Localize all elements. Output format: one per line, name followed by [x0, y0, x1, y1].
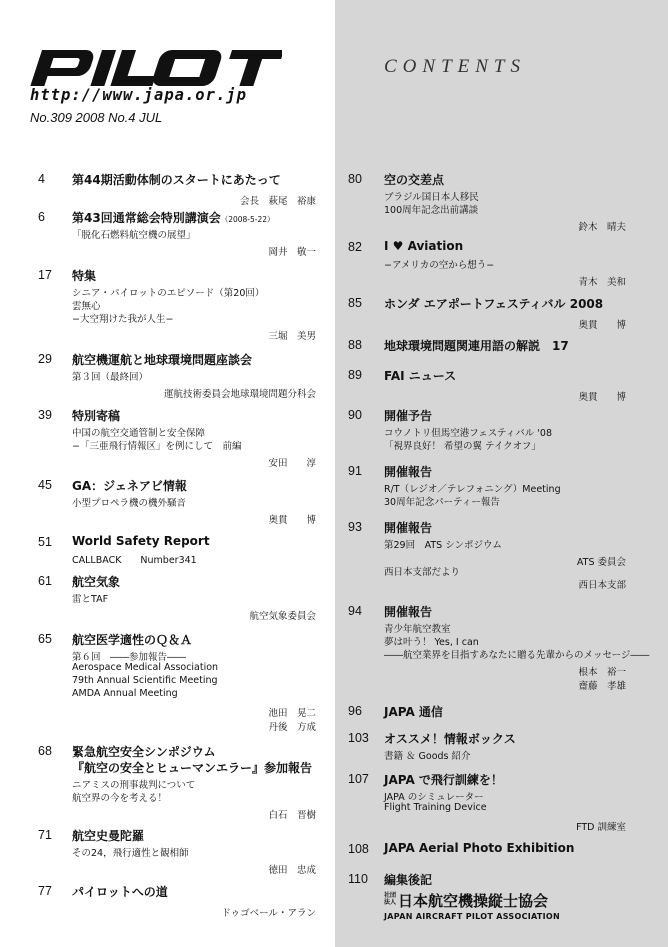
toc-page-number: 68	[38, 744, 52, 758]
toc-author: 奥貫 博	[578, 320, 626, 331]
toc-author: ドゥゴベール・アラン	[221, 908, 316, 919]
toc-title-text: JAPA で飛行訓練を！	[384, 773, 503, 787]
toc-subtitle: 第３回（最終回）	[72, 372, 149, 383]
toc-page-number: 6	[38, 210, 45, 224]
toc-subtitle: 「脱化石燃料航空機の展望」	[72, 230, 196, 241]
toc-title-text: FAI ニュース	[384, 369, 457, 383]
toc-subtitle: Aerospace Medical Association	[72, 662, 219, 673]
toc-title[interactable]	[72, 573, 120, 590]
toc-subtitle: −アメリカの空から想う−	[384, 260, 495, 271]
toc-author: 青木 美和	[578, 277, 626, 288]
toc-page-number: 65	[38, 632, 52, 646]
toc-title-text: オススメ！情報ボックス	[384, 732, 516, 746]
toc-subtitle: 青少年航空教室	[384, 624, 451, 635]
toc-author: FTD 訓練室	[576, 822, 626, 833]
toc-title-text: パイロットへの道	[72, 885, 168, 899]
toc-subtitle: AMDA Annual Meeting	[72, 688, 178, 699]
toc-title[interactable]	[72, 743, 216, 760]
toc-page-number: 103	[348, 731, 369, 745]
toc-title-text: 第44期活動体制のスタートにあたって	[72, 173, 281, 187]
toc-author: 会長 萩尾 裕康	[239, 196, 316, 207]
toc-subtitle: 西日本支部だより	[384, 567, 461, 578]
toc-title-text: 第43回通常総会特別講演会	[72, 211, 221, 225]
toc-title-text: 開催報告	[384, 465, 433, 479]
toc-author: 池田 晃二	[268, 708, 316, 719]
toc-subtitle: 第６回 ――参加報告――	[72, 652, 187, 663]
toc-title[interactable]	[384, 519, 432, 536]
toc-page-number: 17	[38, 268, 52, 282]
toc-page-number: 39	[38, 408, 52, 422]
toc-page-number: 71	[38, 828, 52, 842]
toc-author: 航空気象委員会	[249, 611, 316, 622]
toc-subtitle: JAPA のシミュレーター	[384, 792, 484, 803]
toc-title[interactable]	[384, 239, 463, 253]
toc-subtitle: −大空翔けた我が人生−	[72, 314, 174, 325]
toc-title-text: 開催報告	[384, 521, 433, 535]
toc-title[interactable]	[384, 703, 443, 720]
toc-title-text: JAPA Aerial Photo Exhibition	[384, 841, 575, 855]
toc-page-number: 89	[348, 368, 362, 382]
toc-page-number: 4	[38, 172, 45, 186]
issue-info: No.309 2008 No.4 JUL	[30, 110, 163, 125]
toc-author: 根本 裕一	[578, 667, 626, 678]
toc-title[interactable]	[384, 463, 432, 480]
toc-title[interactable]	[72, 209, 275, 226]
toc-author: 三堀 美男	[268, 331, 316, 342]
toc-author: 白石 晋樹	[268, 810, 316, 821]
toc-page-number: 91	[348, 464, 362, 478]
toc-title-text: World Safety Report	[72, 534, 210, 548]
toc-title[interactable]	[384, 841, 574, 855]
toc-title-text: 緊急航空安全シンポジウム	[72, 745, 216, 759]
toc-subtitle: 小型プロペラ機の機外騒音	[72, 498, 187, 509]
toc-title[interactable]	[72, 534, 210, 548]
toc-subtitle: 100周年記念出前講談	[384, 205, 479, 216]
toc-page-number: 93	[348, 520, 362, 534]
toc-author: 奥貫 博	[268, 515, 316, 526]
toc-title-text: 開催予告	[384, 409, 433, 423]
toc-title-text: 特別寄稿	[72, 409, 121, 423]
toc-subtitle: 雲無心	[72, 301, 101, 312]
toc-title[interactable]	[72, 351, 252, 368]
toc-author: 運航技術委員会地球環境問題分科会	[163, 389, 316, 400]
website-url: http://www.japa.or.jp	[30, 86, 247, 104]
toc-subtitle: 雷とTAF	[72, 594, 109, 605]
toc-title-text: 航空医学適性のＱ＆Ａ	[72, 633, 193, 647]
contents-heading: CONTENTS	[384, 56, 526, 77]
toc-subtitle: 中国の航空交通管制と安全保障	[72, 428, 206, 439]
toc-subtitle: シニア・パイロットのエピソード（第20回）	[72, 288, 265, 299]
toc-title[interactable]	[384, 871, 432, 888]
org-name-en: JAPAN AIRCRAFT PILOT ASSOCIATION	[384, 912, 561, 921]
toc-title-text: 航空気象	[72, 575, 121, 589]
toc-page-number: 96	[348, 704, 362, 718]
pilot-logo	[30, 44, 282, 92]
toc-page-number: 90	[348, 408, 362, 422]
toc-subtitle: 30周年記念パーティー報告	[384, 497, 500, 508]
toc-page-number: 61	[38, 574, 52, 588]
toc-title[interactable]	[384, 367, 456, 384]
toc-title-text: 特集	[72, 269, 97, 283]
toc-title-text: 空の交差点	[384, 173, 445, 187]
toc-subtitle: CALLBACK Number341	[72, 555, 197, 566]
toc-subtitle: ニアミスの刑事裁判について	[72, 780, 196, 791]
toc-title-text: 地球環境問題関連用語の解説 17	[384, 339, 569, 353]
toc-author: 安田 淳	[268, 458, 316, 469]
toc-title-date: （2008-5-22）	[220, 215, 275, 224]
toc-author: 奥貫 博	[578, 392, 626, 403]
toc-title[interactable]	[72, 267, 96, 284]
toc-page-number: 29	[38, 352, 52, 366]
toc-title[interactable]	[72, 631, 192, 648]
toc-title[interactable]	[72, 883, 168, 900]
toc-author: 鈴木 晴夫	[578, 222, 626, 233]
toc-page-number: 107	[348, 772, 369, 786]
toc-subtitle: 「視界良好！ 希望の翼 テイクオフ」	[384, 441, 541, 452]
toc-title[interactable]	[72, 407, 120, 424]
toc-page-number: 85	[348, 296, 362, 310]
toc-subtitle: 第29回 ATS シンポジウム	[384, 540, 502, 551]
toc-subtitle: Flight Training Device	[384, 802, 487, 813]
toc-title-text: JAPA 通信	[384, 705, 443, 719]
toc-title-text: 開催報告	[384, 605, 433, 619]
toc-page-number: 88	[348, 338, 362, 352]
toc-title-text: 航空機運航と地球環境問題座談会	[72, 353, 253, 367]
toc-page-number: 108	[348, 842, 369, 856]
toc-page-number: 45	[38, 478, 52, 492]
toc-subtitle: コウノトリ但馬空港フェスティバル '08	[384, 428, 553, 439]
toc-page-number: 51	[38, 535, 52, 549]
toc-subtitle: ――航空業界を目指すあなたに贈る先輩からのメッセージ――	[384, 650, 650, 661]
toc-subtitle: 夢は叶う！ Yes, I can	[384, 637, 479, 648]
toc-title[interactable]	[384, 730, 516, 747]
toc-page-number: 80	[348, 172, 362, 186]
toc-title[interactable]	[384, 295, 603, 312]
toc-page-number: 77	[38, 884, 52, 898]
toc-title-line2[interactable]: 『航空の安全とヒューマンエラー』参加報告	[72, 761, 313, 775]
toc-title-text: 編集後記	[384, 873, 433, 887]
org-name: 日本航空機操縦士協会	[398, 892, 549, 910]
toc-title[interactable]	[384, 171, 444, 188]
toc-title-text: GA：ジェネアビ情報	[72, 479, 187, 493]
toc-title[interactable]	[384, 771, 503, 788]
toc-title[interactable]	[384, 337, 569, 354]
toc-author: 齋藤 孝雄	[578, 681, 626, 692]
toc-author: 丹後 方成	[268, 722, 316, 733]
toc-subtitle: その24，飛行適性と観相師	[72, 848, 189, 859]
toc-title-text: I ♥ Aviation	[384, 239, 464, 253]
toc-title[interactable]	[72, 477, 187, 494]
toc-page-number: 82	[348, 240, 362, 254]
toc-title-text: 航空史曼陀羅	[72, 829, 145, 843]
toc-author: ATS 委員会	[576, 557, 626, 568]
toc-page-number: 110	[348, 872, 368, 886]
toc-subtitle: R/T（レジオ／テレフォニング）Meeting	[384, 484, 561, 495]
toc-title[interactable]	[384, 407, 432, 424]
toc-title[interactable]	[72, 827, 144, 844]
toc-page-number: 94	[348, 604, 362, 618]
toc-subtitle: 79th Annual Scientific Meeting	[72, 675, 218, 686]
toc-author: 徳田 忠成	[268, 865, 316, 876]
toc-subtitle: 書籍 ＆ Goods 紹介	[384, 751, 471, 762]
toc-title[interactable]	[72, 171, 281, 188]
toc-subtitle: 航空界の今を考える！	[72, 793, 168, 804]
toc-subtitle: −「三亜飛行情報区」を例にして 前編	[72, 441, 242, 452]
toc-title[interactable]	[384, 603, 432, 620]
toc-author: 岡井 敬一	[268, 247, 316, 258]
toc-title-text: ホンダ エアポートフェスティバル 2008	[384, 297, 604, 311]
toc-subtitle: ブラジル国日本人移民	[384, 192, 479, 203]
toc-author: 西日本支部	[578, 580, 626, 591]
org-seal: 社団法人	[384, 892, 397, 906]
